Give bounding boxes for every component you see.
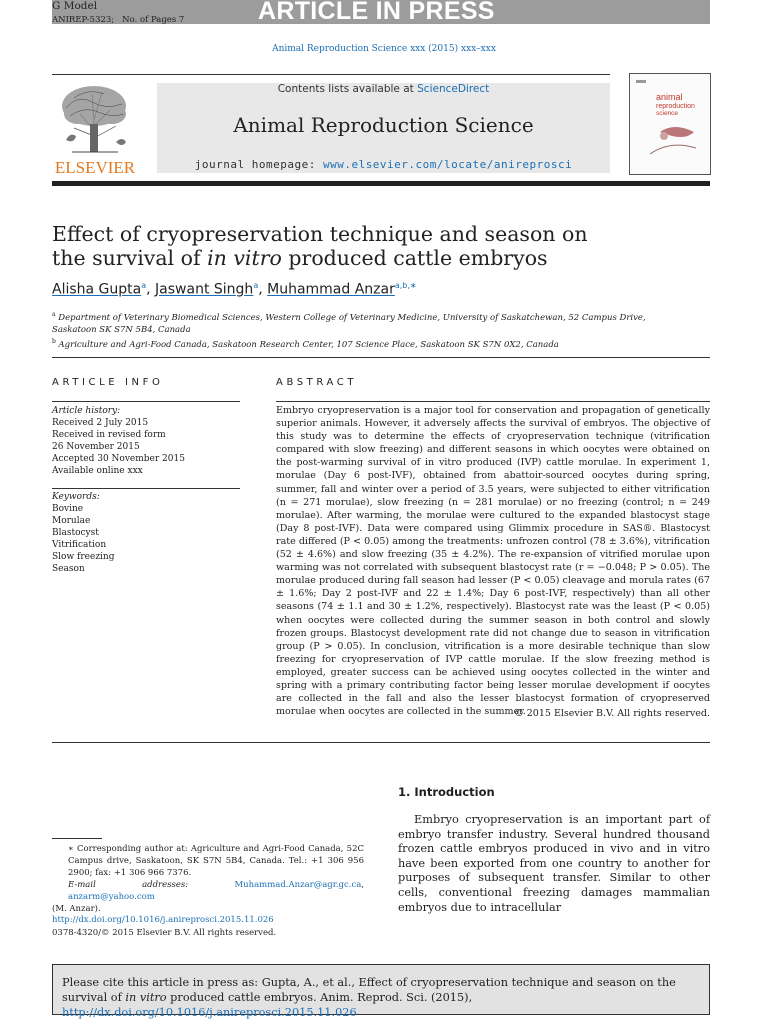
keyword-item: Morulae (52, 516, 91, 526)
cite-doi-link[interactable]: http://dx.doi.org/10.1016/j.anireprosci.2015.11.026 (62, 1006, 357, 1019)
history-item: Received 2 July 2015 (52, 418, 149, 428)
article-history (52, 405, 242, 477)
cover-title-2: reproduction (656, 103, 695, 110)
header-thick-rule (52, 181, 710, 186)
footnote-rule (52, 838, 102, 839)
affiliation-text: Department of Veterinary Biomedical Sciences, Western College of Veterinary Medicine, University of Saskatchewan, 52 Campus Drive, Saskatoon SK S7N 5B4, Canada (52, 312, 646, 335)
cover-title-3: science (656, 110, 679, 117)
article-in-press-text: ARTICLE IN PRESS (258, 0, 495, 25)
title-italic: in vitro (207, 246, 282, 270)
manuscript-ref (52, 15, 192, 25)
article-title (52, 222, 612, 270)
contents-available-line (157, 83, 610, 95)
journal-cover-image (630, 74, 710, 174)
affiliations (52, 309, 672, 351)
cite-italic: in vitro (125, 991, 167, 1004)
corresponding-author-footnote (52, 843, 364, 915)
history-item: Available online xxx (52, 466, 143, 476)
abstract-heading: ABSTRACT (276, 377, 358, 388)
history-item: 26 November 2015 (52, 442, 140, 452)
cover-title-1: animal (656, 92, 683, 102)
article-info-heading: ARTICLE INFO (52, 377, 164, 388)
keyword-item: Blastocyst (52, 528, 99, 538)
affiliation-item (52, 309, 672, 336)
issn-line: 0378-4320/© 2015 Elsevier B.V. All rights reserved. (52, 928, 277, 938)
author-list: Alisha Gupta$^a$, Jaswant Singh$^a$, Muhammad Anzar$^{a,b,∗}$ (52, 281, 417, 298)
email-owner: (M. Anzar). (52, 904, 101, 914)
email-link-2[interactable]: anzarm@yahoo.com (68, 892, 155, 902)
author-name[interactable]: Jaswant Singh (155, 281, 254, 298)
author-affil-sup[interactable]: a,b,∗ (394, 281, 417, 290)
header-rule (52, 74, 610, 75)
affiliation-marker: b (52, 337, 56, 345)
email-link-1[interactable]: Muhammad.Anzar@agr.gc.ca (234, 880, 362, 890)
title-part2: produced cattle embryos (281, 246, 548, 270)
title-part1: Effect of cryopreservation technique and season on the survival of (52, 222, 588, 270)
author-name[interactable]: Alisha Gupta (52, 281, 142, 298)
doi-link[interactable]: http://dx.doi.org/10.1016/j.anireprosci.2015.11.026 (52, 915, 274, 925)
section-rule (52, 357, 710, 358)
keyword-item: Slow freezing (52, 552, 115, 562)
sciencedirect-link[interactable]: ScienceDirect (417, 83, 490, 95)
homepage-link[interactable]: www.elsevier.com/locate/anireprosci (322, 158, 573, 171)
email-line (52, 879, 364, 903)
affiliation-item (52, 336, 672, 351)
article-info-rule (52, 401, 240, 402)
keyword-item: Vitrification (52, 540, 107, 550)
keywords-label: Keywords: (52, 492, 100, 502)
affiliation-text: Agriculture and Agri-Food Canada, Saskatoon Research Center, 107 Science Place, Saskatoon SK S7N 0X2, Canada (58, 339, 559, 350)
cite-prefix: Please cite this article in press as: Gupta, A., et al., Effect of cryopreservation technique and season on the survival of (62, 976, 676, 1004)
page-count: No. of Pages 7 (122, 15, 185, 25)
introduction-text: Embryo cryopreservation is an important part of embryo transfer industry. Several hundred thousand frozen cattle embryos produced in vivo and in vitro have been exported from one country to another for purposes of subsequent transfer. Similar to other cells, conventional freezing damages mammalian embryos due to intracellular (398, 813, 710, 914)
keyword-item: Bovine (52, 504, 84, 514)
journal-title: Animal Reproduction Science (233, 113, 534, 137)
author-affil-sup[interactable]: a (141, 281, 147, 290)
contents-prefix: Contents lists available at (277, 83, 418, 95)
abstract-bottom-rule (52, 742, 710, 743)
introduction-heading: 1. Introduction (398, 785, 495, 799)
email-separator: , (361, 880, 364, 890)
abstract-rule (276, 401, 710, 402)
keywords (52, 491, 242, 575)
email-label: E-mail addresses: (68, 880, 235, 890)
abstract-copyright: © 2015 Elsevier B.V. All rights reserved. (514, 708, 710, 719)
journal-cover-thumbnail[interactable] (629, 73, 711, 175)
cite-suffix: produced cattle embryos. Anim. Reprod. Sci. (2015), (166, 991, 473, 1004)
journal-homepage-line (157, 158, 610, 171)
author-affil-sup[interactable]: a (253, 281, 259, 290)
elsevier-tree-icon (52, 80, 138, 176)
cite-this-article-text (62, 975, 702, 1020)
affiliation-marker: a (52, 311, 56, 318)
history-item: Accepted 30 November 2015 (52, 454, 185, 464)
g-model-label: G Model (52, 0, 98, 12)
journal-citation-line[interactable]: Animal Reproduction Science xxx (2015) xxx–xxx (272, 44, 496, 54)
keyword-item: Season (52, 564, 85, 574)
elsevier-wordmark: ELSEVIER (54, 158, 136, 176)
homepage-prefix: journal homepage: (194, 158, 323, 171)
author-name[interactable]: Muhammad Anzar (267, 281, 395, 298)
history-label: Article history: (52, 406, 121, 416)
corresponding-author-text: ∗ Corresponding author at: Agriculture and Agri-Food Canada, 52C Campus drive, Saskatoon, SK S7N 5B4, Canada. Tel.: +1 306 956 2900; fax: +1 306 966 7376. (68, 844, 364, 878)
elsevier-logo (52, 80, 138, 176)
keywords-rule (52, 488, 240, 489)
history-item: Received in revised form (52, 430, 166, 440)
ref-code: ANIREP-5323; (52, 15, 115, 25)
abstract-text: Embryo cryopreservation is a major tool for conservation and propagation of genetically superior animals. However, it adversely affects the survival of embryos. The objective of this study was to determine the effects of cryopreservation technique (vitrification compared with slow freezing) and different seasons in which oocytes were obtained on the post-warming survival of in vitro produced (IVP) cattle morulae. In experiment 1, morulae (Day 6 post-IVF), obtained from abattoir-sourced oocytes during spring, summer, fall and winter over a period of 3.5 years, were subjected to either vitrification (n = 271 morulae), slow freezing (n = 281 morulae) or no freezing (control; n = 249 morulae). After warming, the morulae were cultured to the expanded blastocyst stage (Day 8 post-IVF). Data were compared using Glimmix procedure in SAS®. Blastocyst rate differed (P < 0.05) among the treatments: unfrozen control (78 ± 3.6%), vitrification (52 ± 4.6%) and slow freezing (35 ± 4.2%). The re-expansion of vitrified morulae upon warming was not correlated with subsequent blastocyst rate (r = −0.048; P > 0.05). The morulae produced during fall season had lesser (P < 0.05) cleavage and morula rates (67 ± 1.6%; Day 2 post-IVF and 22 ± 1.4%; Day 6 post-IVF, respectively) than all other seasons (74 ± 1.1 and 30 ± 1.2%, respectively). Blastocyst rate was the least (P < 0.05) when oocytes were collected during the summer season in both control and slowly frozen groups. Blastocyst development rate did not change due to season in vitrification group (P > 0.05). In conclusion, vitrification is a more desirable technique than slow freezing for cryopreservation of IVP cattle morulae. If the slow freezing method is employed, greater success can be achieved using oocytes collected in the winter and spring with a primary contributing factor being lesser morulae development if oocytes are collected in the fall and also the lesser blastocyst formation of cryopreserved morulae when oocytes are collected in the summer. (276, 405, 710, 718)
